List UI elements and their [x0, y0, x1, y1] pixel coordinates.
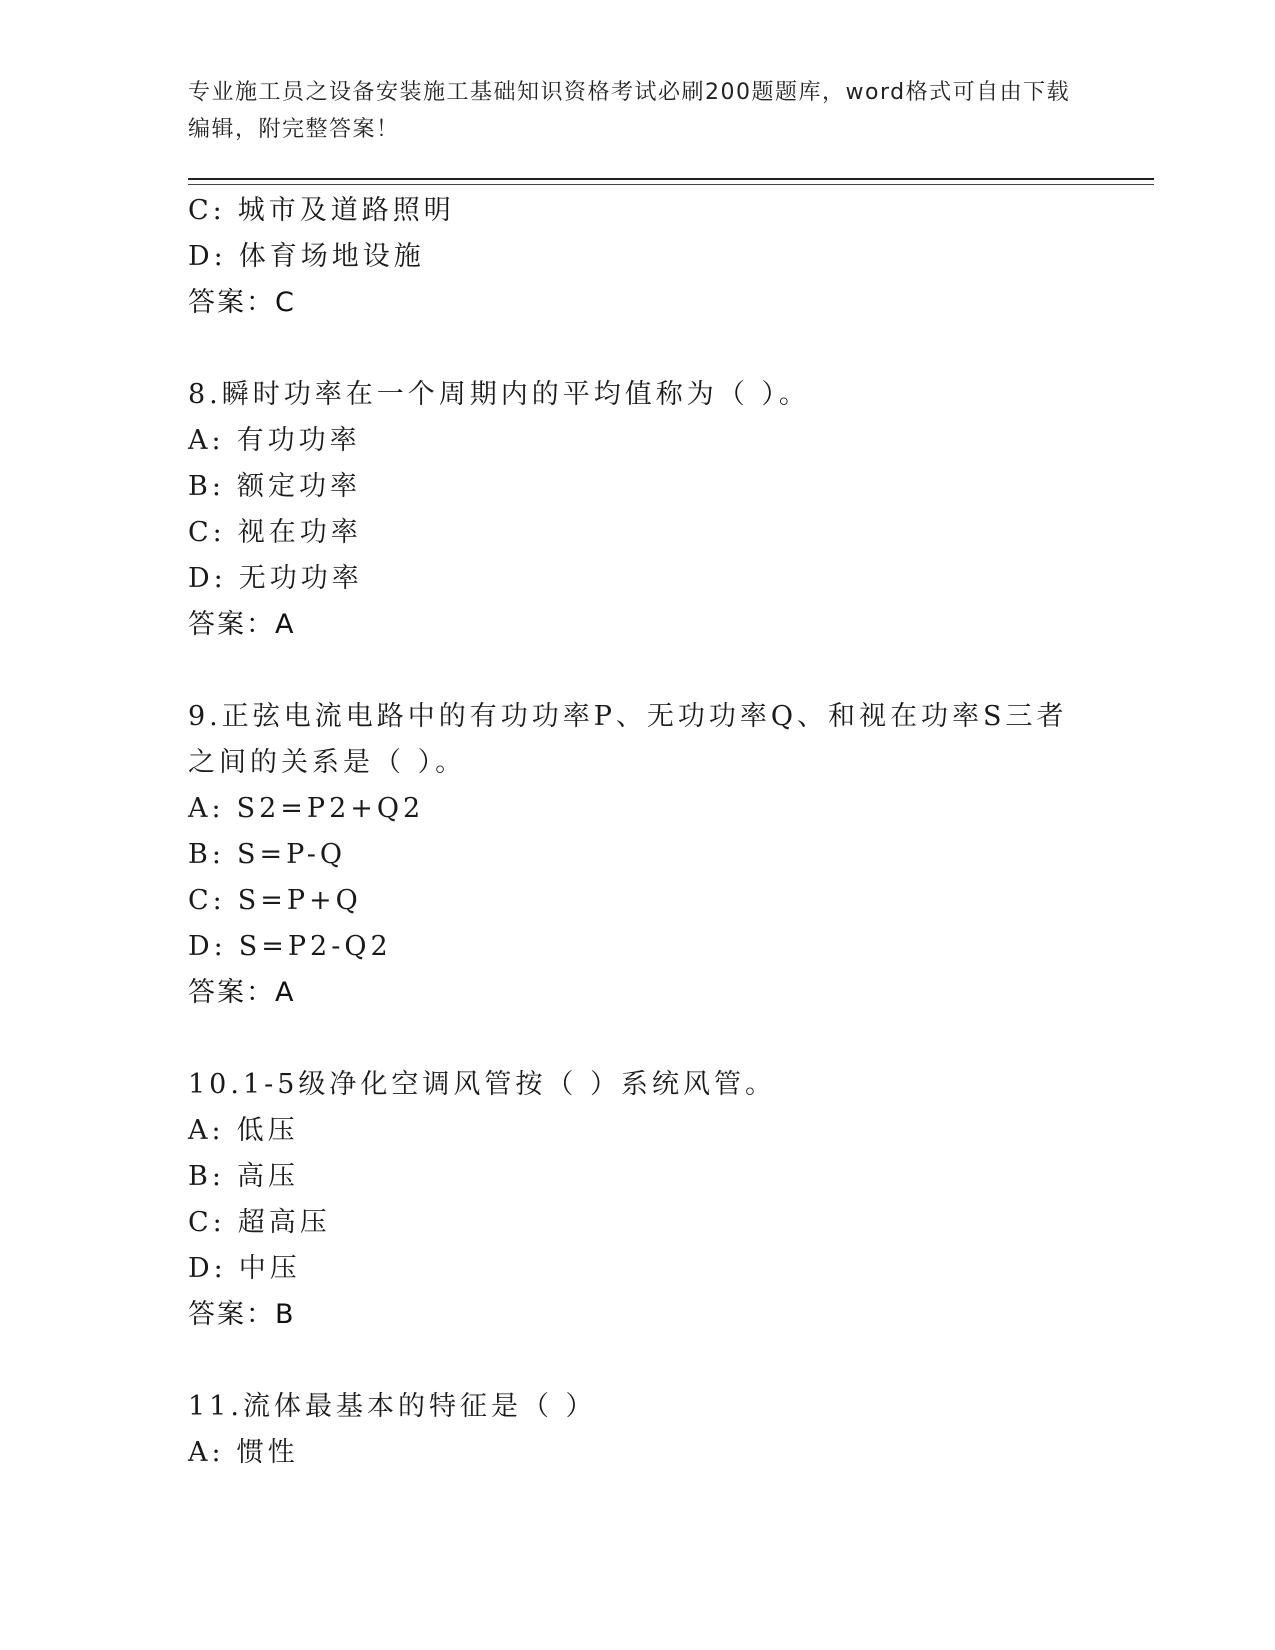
- option-a: [188, 1108, 1088, 1154]
- option-label: D:: [188, 241, 227, 272]
- option-text: S=P-Q: [236, 839, 347, 870]
- option-label: D:: [188, 1253, 227, 1284]
- option-text: S2=P2+Q2: [236, 793, 425, 824]
- option-text: 超高压: [237, 1207, 331, 1238]
- option-label: A:: [188, 1115, 225, 1146]
- option-label: A:: [188, 793, 225, 824]
- question-9: [188, 694, 1088, 1016]
- spacer: [188, 648, 1088, 694]
- header-divider-thin: [188, 184, 1154, 185]
- spacer: [188, 326, 1088, 372]
- header-note: 专业施工员之设备安装施工基础知识资格考试必刷200题题库，word格式可自由下载编辑，附完整答案！: [188, 80, 1071, 142]
- option-text: 中压: [238, 1253, 301, 1284]
- option-b: [188, 464, 1088, 510]
- question-stem: 11.流体最基本的特征是（ ）: [188, 1391, 597, 1422]
- spacer: [188, 1338, 1088, 1384]
- option-label: B:: [188, 839, 225, 870]
- option-label: C:: [188, 885, 226, 916]
- question-stem: 9.正弦电流电路中的有功功率P、无功功率Q、和视在功率S三者之间的关系是（ ）。: [188, 701, 1068, 778]
- option-label: C:: [188, 517, 226, 548]
- question-stem: 10.1-5级净化空调风管按（ ）系统风管。: [188, 1069, 777, 1100]
- answer-line: 答案：A: [188, 977, 296, 1008]
- spacer: [188, 1016, 1088, 1062]
- option-label: A:: [188, 425, 225, 456]
- option-text: S=P2-Q2: [238, 931, 392, 962]
- question-11: [188, 1384, 1088, 1476]
- option-text: 有功功率: [236, 425, 361, 456]
- option-text: S=P+Q: [237, 885, 362, 916]
- option-a: [188, 786, 1088, 832]
- option-c: [188, 878, 1088, 924]
- option-a: [188, 418, 1088, 464]
- option-label: D:: [188, 931, 227, 962]
- answer-line: 答案：A: [188, 609, 296, 640]
- option-d: [188, 1246, 1088, 1292]
- option-d: [188, 556, 1088, 602]
- option-text: 视在功率: [237, 517, 362, 548]
- question-list: [188, 188, 1088, 1476]
- option-label: C:: [188, 195, 226, 226]
- option-d: [188, 234, 1088, 280]
- option-c: [188, 510, 1088, 556]
- option-label: A:: [188, 1437, 225, 1468]
- answer-line: 答案：B: [188, 1299, 296, 1330]
- answer-line: 答案：C: [188, 287, 296, 318]
- option-label: C:: [188, 1207, 226, 1238]
- question-10: [188, 1062, 1088, 1338]
- option-text: 高压: [236, 1161, 299, 1192]
- option-d: [188, 924, 1088, 970]
- option-c: [188, 188, 1088, 234]
- option-a: [188, 1430, 1088, 1476]
- option-c: [188, 1200, 1088, 1246]
- option-label: B:: [188, 1161, 225, 1192]
- option-text: 额定功率: [236, 471, 361, 502]
- question-stem: 8.瞬时功率在一个周期内的平均值称为（ ）。: [188, 379, 810, 410]
- header-divider-thick: [188, 178, 1154, 180]
- option-text: 城市及道路照明: [237, 195, 455, 226]
- option-text: 惯性: [236, 1437, 299, 1468]
- option-b: [188, 1154, 1088, 1200]
- option-label: B:: [188, 471, 225, 502]
- option-label: D:: [188, 563, 227, 594]
- option-text: 无功功率: [238, 563, 363, 594]
- question-8: [188, 372, 1088, 648]
- option-b: [188, 832, 1088, 878]
- option-text: 低压: [236, 1115, 299, 1146]
- partial-question: [188, 188, 1088, 326]
- option-text: 体育场地设施: [238, 241, 425, 272]
